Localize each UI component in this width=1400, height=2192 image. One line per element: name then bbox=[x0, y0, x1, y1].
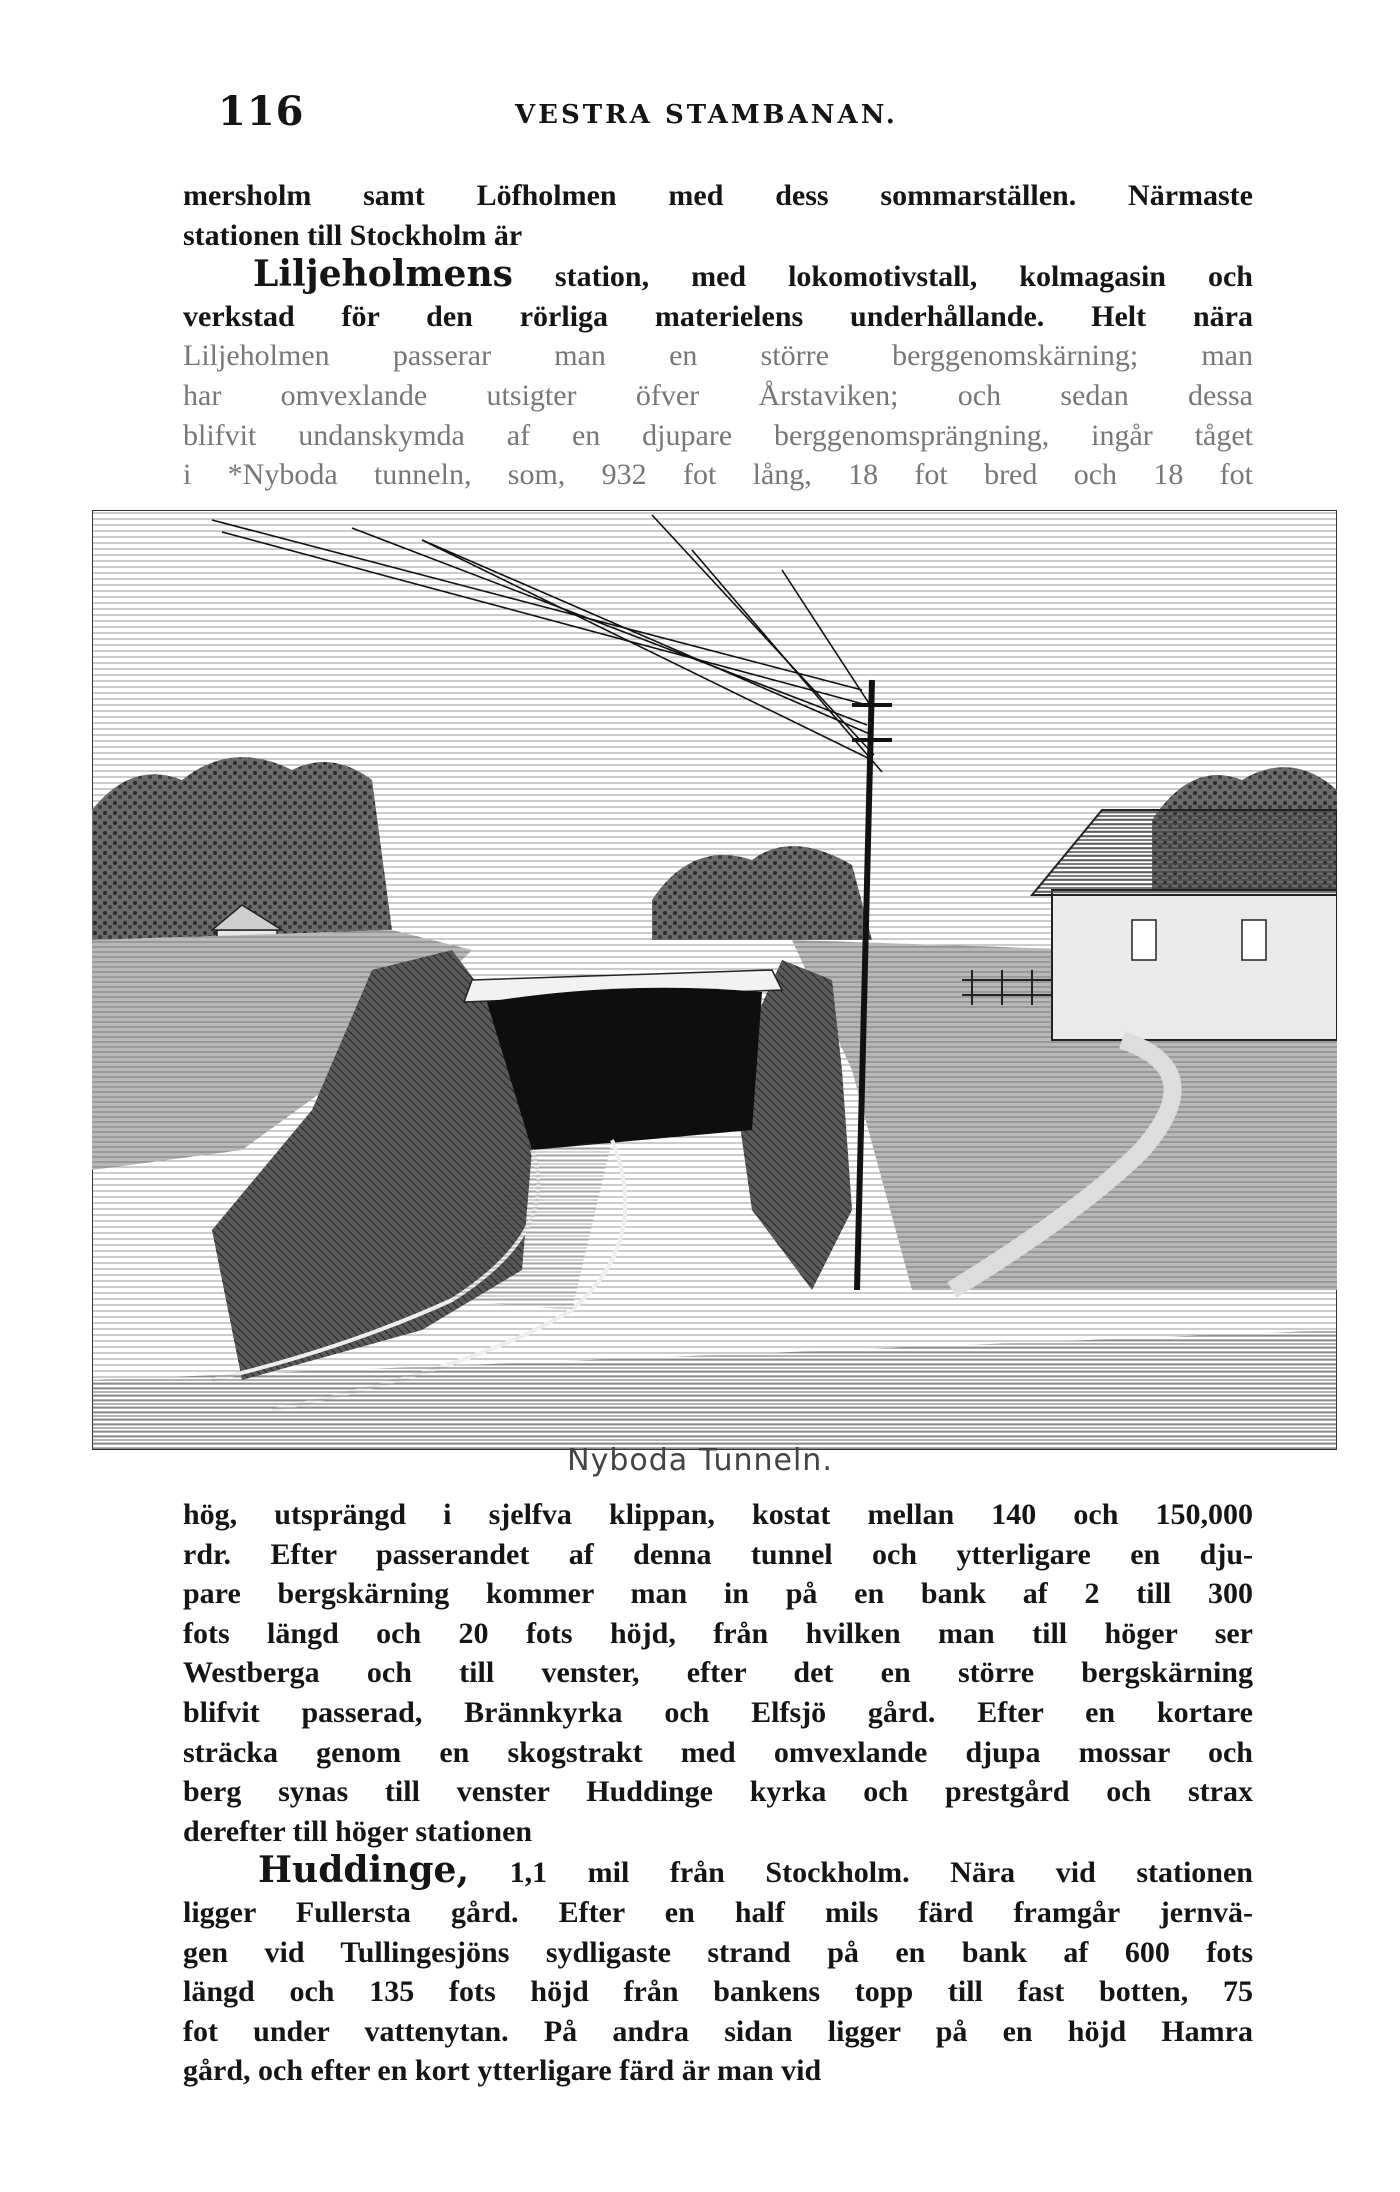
house-window bbox=[1242, 920, 1266, 960]
text-line: sträcka genom en skogstrakt med omvexlande djupa mossar och bbox=[183, 1735, 1253, 1769]
text-line: gård, och efter en kort ytterligare färd är man vid bbox=[183, 2054, 822, 2088]
text-line-rest: 1,1 mil från Stockholm. Nära vid stationen bbox=[469, 1856, 1253, 1890]
text-line-faded: blifvit undanskymda af en djupare berggenomsprängning, ingår tåget bbox=[183, 418, 1253, 452]
text-line: hög, utsprängd i sjelfva klippan, kostat mellan 140 och 150,000 bbox=[183, 1498, 1253, 1531]
house-window bbox=[1132, 920, 1156, 960]
text-line-bold: verkstad för den rörliga materielens underhållande. Helt nära bbox=[183, 299, 1253, 333]
text-line: rdr. Efter passerandet af denna tunnel och ytterligare en dju- bbox=[183, 1537, 1253, 1571]
text-line: mersholm samt Löfholmen med dess sommarställen. Närmaste bbox=[183, 179, 1253, 212]
text-line: fot under vattenytan. På andra sidan ligger på en höjd Hamra bbox=[183, 2014, 1253, 2048]
running-title: VESTRA STAMBANAN. bbox=[515, 100, 898, 130]
text-line-faded: i *Nyboda tunneln, som, 932 fot lång, 18 fot bred och 18 fot bbox=[183, 458, 1253, 492]
figure-caption: Nyboda Tunneln. bbox=[567, 1443, 833, 1478]
top-paragraph bbox=[183, 176, 1253, 495]
station-name-liljeholmen: Liljeholmens bbox=[253, 253, 513, 296]
text-line: gen vid Tullingesjöns sydligaste strand på en bank af 600 fots bbox=[183, 1935, 1253, 1969]
engraving-illustration bbox=[92, 510, 1337, 1450]
text-line bbox=[183, 297, 1253, 337]
text-line: pare bergskärning kommer man in på en bank af 2 till 300 bbox=[183, 1577, 1253, 1611]
text-line-rest: station, med lokomotivstall, kolmagasin och bbox=[512, 260, 1253, 294]
page-number: 116 bbox=[218, 88, 305, 135]
text-line: Westberga och till venster, efter det en större bergskärning bbox=[183, 1656, 1253, 1690]
tunnel-mouth bbox=[487, 988, 762, 1150]
house-right bbox=[1052, 890, 1337, 1040]
text-line: derefter till höger stationen bbox=[183, 1814, 533, 1848]
text-line: ligger Fullersta gård. Efter en half mils färd framgår jernvä- bbox=[183, 1895, 1253, 1929]
text-line: fots längd och 20 fots höjd, från hvilken man till höger ser bbox=[183, 1616, 1253, 1650]
running-header bbox=[0, 88, 1400, 138]
text-line-faded: har omvexlande utsigter öfver Årstaviken; och sedan dessa bbox=[183, 378, 1253, 412]
nyboda-tunnel-engraving bbox=[92, 510, 1337, 1450]
text-line: berg synas till venster Huddinge kyrka och prestgård och strax bbox=[183, 1775, 1253, 1809]
text-line-station bbox=[183, 1851, 1253, 1893]
bottom-paragraph bbox=[183, 1495, 1253, 2091]
text-line-station bbox=[183, 255, 1253, 297]
text-line: blifvit passerad, Brännkyrka och Elfsjö gård. Efter en kortare bbox=[183, 1695, 1253, 1729]
text-line-faded: Liljeholmen passerar man en större berggenomskärning; man bbox=[183, 339, 1253, 373]
station-name-huddinge: Huddinge, bbox=[258, 1849, 469, 1892]
text-line: stationen till Stockholm är bbox=[183, 218, 523, 252]
text-line: längd och 135 fots höjd från bankens topp till fast botten, 75 bbox=[183, 1975, 1253, 2009]
